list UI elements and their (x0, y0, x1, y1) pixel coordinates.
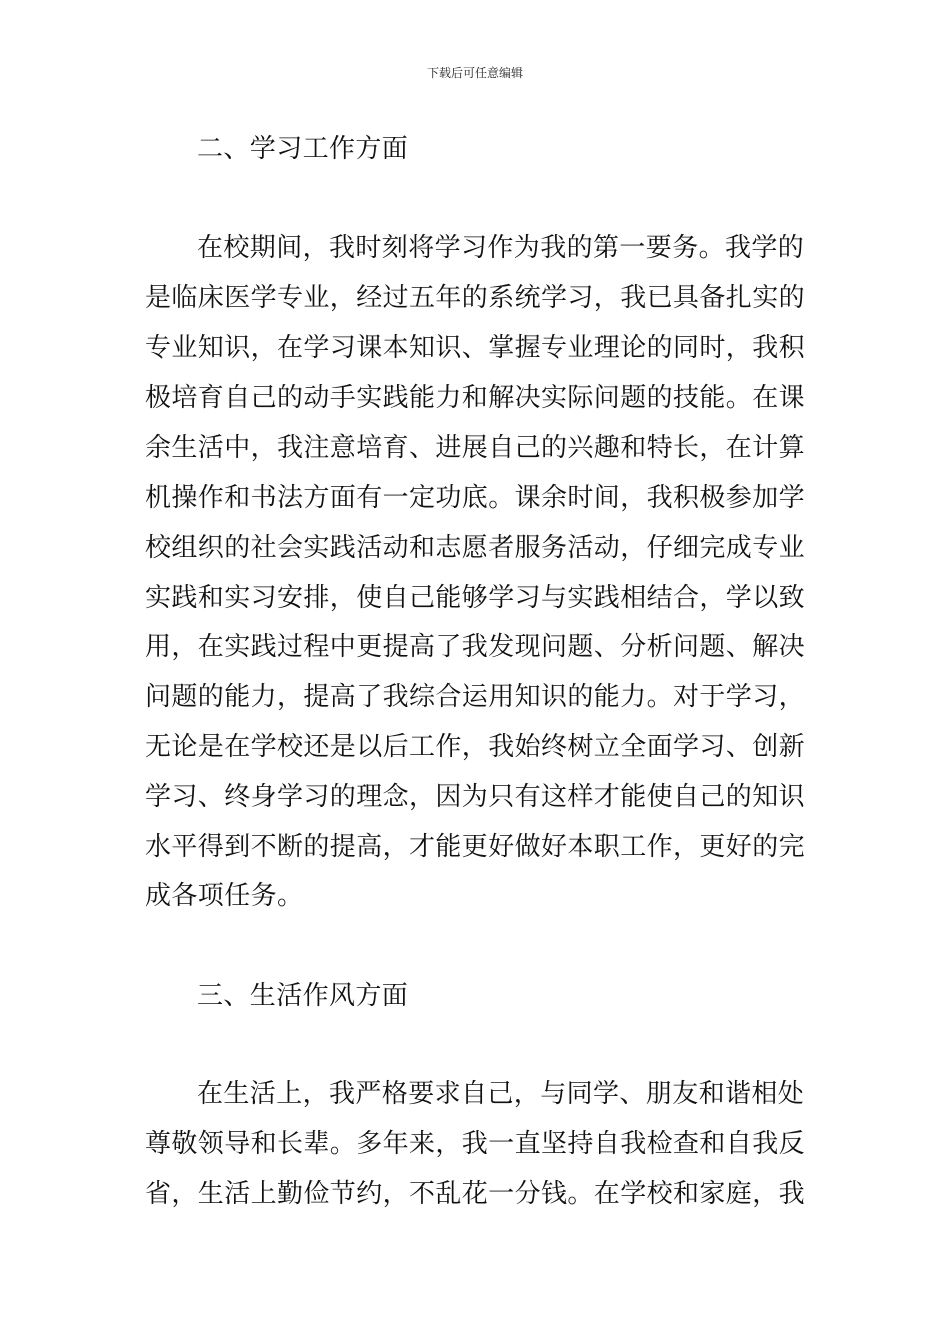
paragraph-line: 专业知识，在学习课本知识、掌握专业理论的同时，我积 (145, 333, 806, 363)
paragraph-line: 极培育自己的动手实践能力和解决实际问题的技能。在课 (145, 383, 806, 413)
section-heading-study-work: 二、学习工作方面 (197, 134, 409, 164)
paragraph-line: 是临床医学专业，经过五年的系统学习，我已具备扎实的 (145, 283, 806, 313)
paragraph-line: 校组织的社会实践活动和志愿者服务活动，仔细完成专业 (145, 533, 806, 563)
paragraph-line: 尊敬领导和长辈。多年来，我一直坚持自我检查和自我反 (145, 1129, 806, 1159)
paragraph-line: 在校期间，我时刻将学习作为我的第一要务。我学的 (197, 233, 805, 263)
header-note: 下载后可任意编辑 (426, 66, 523, 80)
paragraph-line: 用，在实践过程中更提高了我发现问题、分析问题、解决 (145, 632, 806, 662)
paragraph-line: 无论是在学校还是以后工作，我始终树立全面学习、创新 (145, 732, 806, 762)
paragraph-line: 实践和实习安排，使自己能够学习与实践相结合，学以致 (145, 583, 806, 613)
paragraph-line: 问题的能力，提高了我综合运用知识的能力。对于学习， (145, 682, 806, 712)
paragraph-line: 余生活中，我注意培育、进展自己的兴趣和特长，在计算 (145, 433, 806, 463)
section-heading-life-style: 三、生活作风方面 (197, 981, 409, 1011)
paragraph-line: 成各项任务。 (145, 881, 304, 911)
paragraph-line: 省，生活上勤俭节约，不乱花一分钱。在学校和家庭，我 (145, 1179, 806, 1209)
paragraph-line: 水平得到不断的提高，才能更好做好本职工作，更好的完 (145, 832, 806, 862)
paragraph-line: 在生活上，我严格要求自己，与同学、朋友和谐相处 (197, 1079, 805, 1109)
paragraph-line: 机操作和书法方面有一定功底。课余时间，我积极参加学 (145, 483, 806, 513)
paragraph-line: 学习、终身学习的理念，因为只有这样才能使自己的知识 (145, 782, 806, 812)
